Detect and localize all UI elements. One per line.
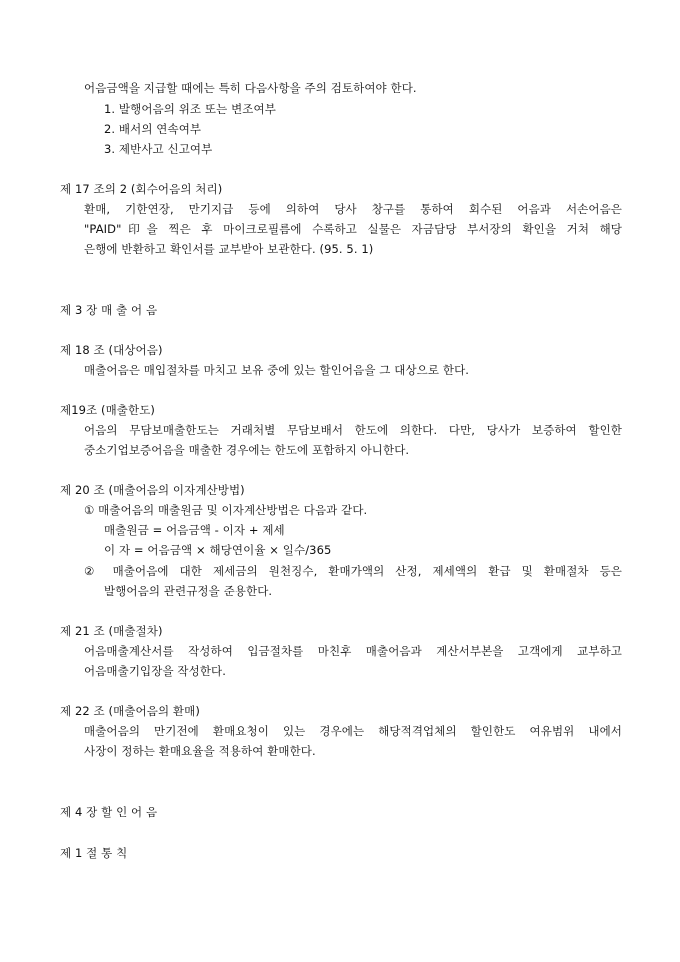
article-heading: 제 22 조 (매출어음의 환매) bbox=[60, 704, 200, 718]
article-heading: 제 21 조 (매출절차) bbox=[60, 624, 163, 638]
chapter-heading: 제 3 장 매 출 어 음 bbox=[60, 303, 158, 317]
paragraph-line: 발행어음의 관련규정을 준용한다. bbox=[104, 584, 273, 598]
paragraph-line: 중소기업보증어음을 매출한 경우에는 한도에 포함하지 아니한다. bbox=[84, 443, 410, 457]
formula-line: 매출원금 = 어음금액 - 이자 + 제세 bbox=[104, 523, 285, 537]
paragraph-line: 매출어음은 매입절차를 마치고 보유 중에 있는 할인어음을 그 대상으로 한다. bbox=[84, 363, 470, 377]
intro-text: 어음금액을 지급할 때에는 특히 다음사항을 주의 검토하여야 한다. bbox=[84, 81, 417, 95]
paragraph-line: 어음매출기입장을 작성한다. bbox=[84, 664, 227, 678]
list-item: 3. 제반사고 신고여부 bbox=[104, 142, 213, 156]
article-heading: 제19조 (매출한도) bbox=[60, 403, 156, 417]
formula-line: 이 자 = 어음금액 × 해당연이율 × 일수/365 bbox=[104, 543, 332, 557]
paragraph-line: "PAID"印을 찍은 후 마이크로필름에 수록하고 실물은 자금담당 부서장의 확인을 거쳐 해당 bbox=[84, 222, 622, 236]
paragraph-line: 환매, 기한연장, 만기지급 등에 의하여 당사 창구를 통하여 회수된 어음과 서손어음은 bbox=[84, 202, 622, 216]
chapter-heading: 제 4 장 할 인 어 음 bbox=[60, 805, 158, 819]
list-item: ① 매출어음의 매출원금 및 이자계산방법은 다음과 같다. bbox=[84, 503, 368, 517]
list-item: 1. 발행어음의 위조 또는 변조여부 bbox=[104, 102, 276, 116]
paragraph-line: 어음의 무담보매출한도는 거래처별 무담보배서 한도에 의한다. 다만, 당사가 보증하여 할인한 bbox=[84, 423, 622, 437]
section-heading: 제 1 절 통 칙 bbox=[60, 846, 128, 860]
list-item: ② 매출어음에 대한 제세금의 원천징수, 환매가액의 산정, 제세액의 환급 및 환매절차 등은 bbox=[84, 564, 622, 578]
article-heading: 제 18 조 (대상어음) bbox=[60, 343, 163, 357]
article-heading: 제 20 조 (매출어음의 이자계산방법) bbox=[60, 483, 245, 497]
paragraph-line: 어음매출계산서를 작성하여 입금절차를 마친후 매출어음과 계산서부본을 고객에게 교부하고 bbox=[84, 644, 622, 658]
article-heading: 제 17 조의 2 (회수어음의 처리) bbox=[60, 182, 223, 196]
list-item: 2. 배서의 연속여부 bbox=[104, 122, 202, 136]
paragraph-line: 사장이 정하는 환매요율을 적용하여 환매한다. bbox=[84, 744, 316, 758]
paragraph-line: 은행에 반환하고 확인서를 교부받아 보관한다. (95. 5. 1) bbox=[84, 242, 374, 256]
paragraph-line: 매출어음의 만기전에 환매요청이 있는 경우에는 해당적격업체의 할인한도 여유범위 내에서 bbox=[84, 724, 622, 738]
